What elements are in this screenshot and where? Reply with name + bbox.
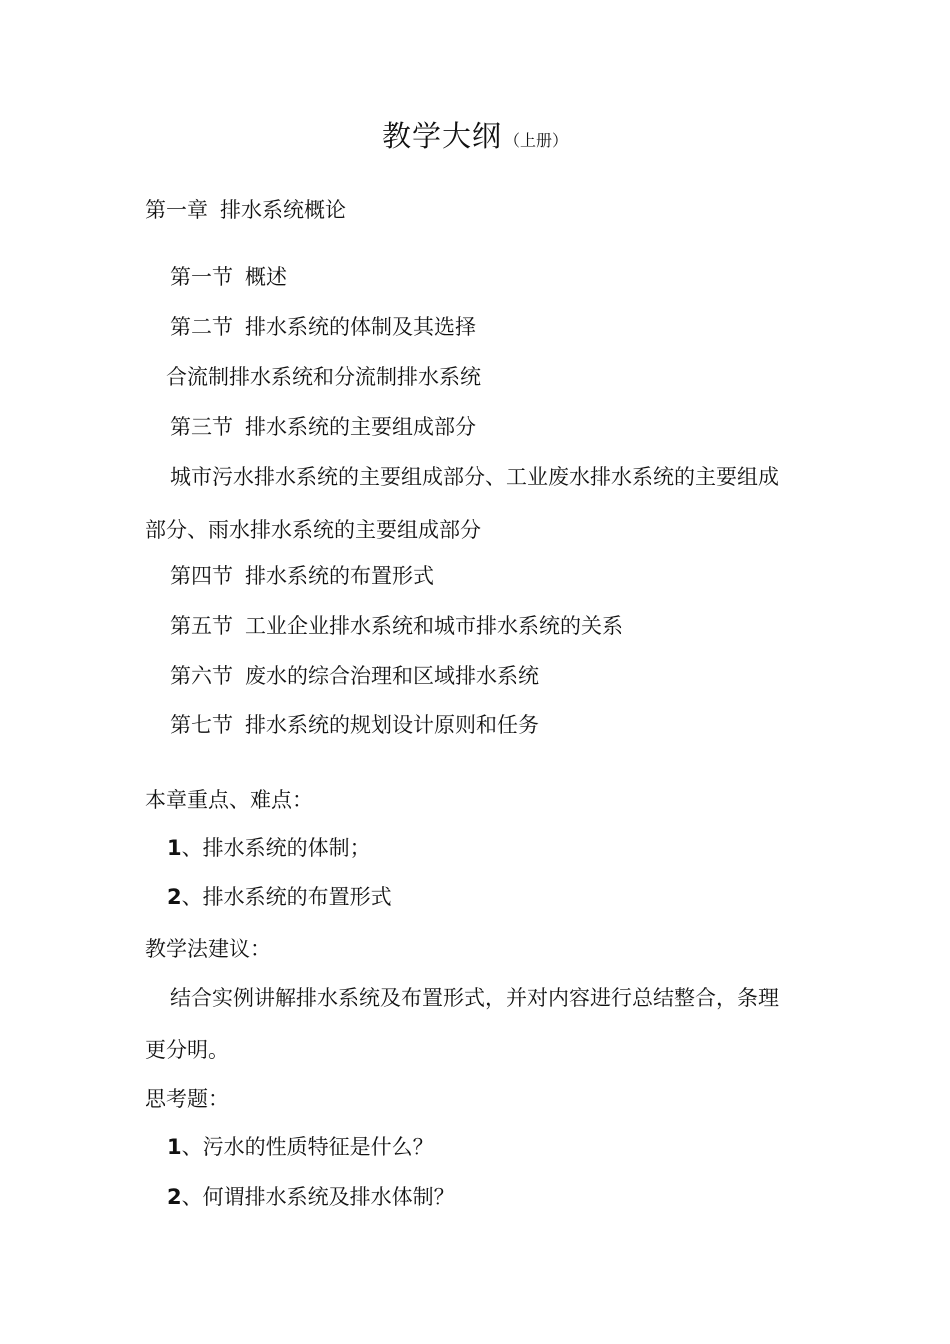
section-heading [170,563,434,589]
section-heading [170,712,539,738]
title-volume: （上册） [504,131,569,150]
section-label: 第五节 [170,614,233,638]
section-label: 第六节 [170,664,233,688]
section-name: 排水系统的主要组成部分 [245,415,476,439]
key-points-heading: 本章重点、难点： [145,788,313,812]
section-heading [170,414,476,440]
section-name: 废水的综合治理和区域排水系统 [245,664,539,688]
item-text: 、排水系统的布置形式 [181,885,392,909]
section-name: 工业企业排水系统和城市排水系统的关系 [245,614,623,638]
section-label: 第三节 [170,415,233,439]
section-name: 排水系统的布置形式 [245,564,434,588]
item-number: 2 [167,885,182,909]
question-item [167,1184,455,1210]
question-item [167,1134,434,1160]
section-label: 第一节 [170,265,233,289]
section-label: 第七节 [170,713,233,737]
section-heading [170,663,539,689]
section-heading [170,314,476,340]
item-number: 2 [167,1185,182,1209]
item-number: 1 [167,1135,182,1159]
teaching-method-text: 结合实例讲解排水系统及布置形式，并对内容进行总结整合，条理 [170,986,779,1010]
item-text: 、何谓排水系统及排水体制？ [181,1185,455,1209]
item-text: 、污水的性质特征是什么？ [181,1135,434,1159]
section-heading [170,264,287,290]
document-title [0,114,950,155]
teaching-method-heading: 教学法建议： [145,937,271,961]
chapter-heading [145,197,346,223]
title-main: 教学大纲 [381,119,502,153]
item-text: 、排水系统的体制； [181,836,371,860]
teaching-method-text-continued: 更分明。 [145,1038,229,1062]
section-detail: 城市污水排水系统的主要组成部分、工业废水排水系统的主要组成 [170,465,779,489]
key-point-item [167,884,392,910]
section-name: 排水系统的体制及其选择 [245,315,476,339]
section-heading [170,613,623,639]
questions-heading: 思考题： [145,1087,229,1111]
key-point-item [167,835,371,861]
section-name: 概述 [245,265,287,289]
chapter-name: 排水系统概论 [220,198,346,222]
chapter-label: 第一章 [145,198,208,222]
section-name: 排水系统的规划设计原则和任务 [245,713,539,737]
section-label: 第二节 [170,315,233,339]
section-detail: 合流制排水系统和分流制排水系统 [166,365,481,389]
section-label: 第四节 [170,564,233,588]
item-number: 1 [167,836,182,860]
section-detail-continued: 部分、雨水排水系统的主要组成部分 [145,518,481,542]
